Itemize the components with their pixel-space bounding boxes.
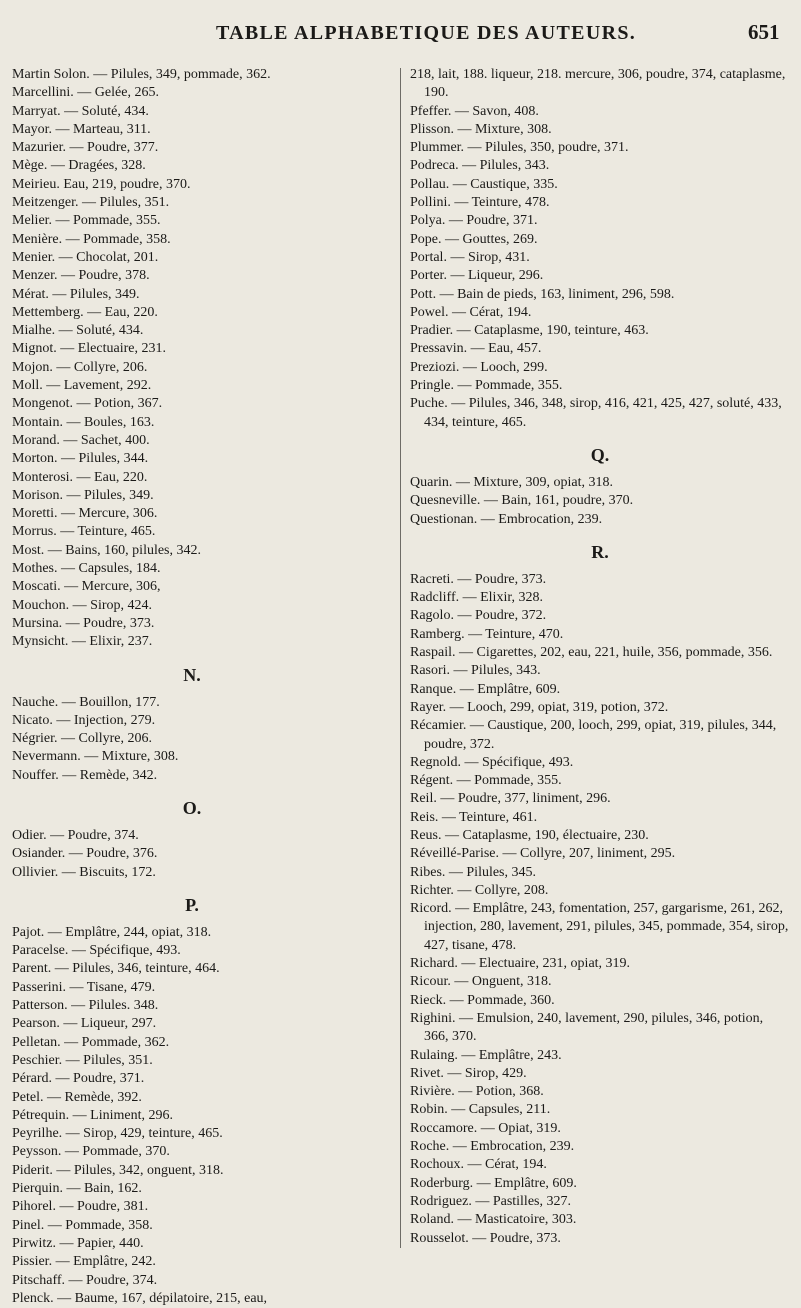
- index-entry: Pihorel. — Poudre, 381.: [12, 1199, 149, 1215]
- section-letter: O.: [182, 797, 202, 818]
- index-entry: Reus. — Cataplasme, 190, électuaire, 230.: [410, 827, 649, 843]
- index-entry: Ramberg. — Teinture, 470.: [410, 626, 564, 642]
- index-entry: Meirieu. Eau, 219, poudre, 370.: [12, 176, 191, 192]
- index-entry: Moscati. — Mercure, 306,: [12, 579, 161, 595]
- index-entry: Récamier. — Caustique, 200, looch, 299, opiat, 319, pilules, 344, poudre, 372.: [410, 718, 777, 752]
- index-entry: Piderit. — Pilules, 342, onguent, 318.: [12, 1162, 224, 1178]
- index-entry: Négrier. — Collyre, 206.: [12, 731, 152, 747]
- index-entry: Mojon. — Collyre, 206.: [12, 359, 148, 375]
- index-entry: Mouchon. — Sirop, 424.: [12, 597, 152, 613]
- section-letter: R.: [591, 541, 609, 562]
- index-entry: Most. — Bains, 160, pilules, 342.: [12, 542, 202, 558]
- index-entry: Mursina. — Poudre, 373.: [12, 615, 155, 631]
- index-entry: Polya. — Poudre, 371.: [410, 213, 538, 229]
- index-entry: Podreca. — Pilules, 343.: [410, 158, 550, 174]
- index-entry: Menzer. — Poudre, 378.: [12, 268, 150, 284]
- left-column: [12, 66, 392, 1308]
- right-column: [410, 66, 790, 1248]
- section-letter: N.: [183, 664, 201, 685]
- index-entry: Meitzenger. — Pilules, 351.: [12, 195, 170, 211]
- index-entry: Pott. — Bain de pieds, 163, liniment, 296, 598.: [410, 286, 675, 302]
- index-entry: Pearson. — Liqueur, 297.: [12, 1016, 157, 1032]
- index-entry: Pinel. — Pommade, 358.: [12, 1217, 153, 1233]
- index-entry: Pajot. — Emplâtre, 244, opiat, 318.: [12, 924, 212, 940]
- index-entry: Rivière. — Potion, 368.: [410, 1084, 544, 1100]
- index-entry: Racreti. — Poudre, 373.: [410, 571, 547, 587]
- index-entry: Pierquin. — Bain, 162.: [12, 1181, 142, 1197]
- index-entry: Pradier. — Cataplasme, 190, teinture, 463.: [410, 323, 649, 339]
- index-entry: Montain. — Boules, 163.: [12, 414, 155, 430]
- index-entry: Quesneville. — Bain, 161, poudre, 370.: [410, 493, 634, 509]
- index-entry: Richter. — Collyre, 208.: [410, 882, 549, 898]
- index-entry: Ranque. — Emplâtre, 609.: [410, 681, 561, 697]
- index-entry: Mongenot. — Potion, 367.: [12, 396, 163, 412]
- index-entry: Richard. — Electuaire, 231, opiat, 319.: [410, 956, 631, 972]
- index-entry: Menière. — Pommade, 358.: [12, 231, 171, 247]
- index-entry: Plisson. — Mixture, 308.: [410, 121, 552, 137]
- index-entry: Osiander. — Poudre, 376.: [12, 846, 158, 862]
- index-entry: 218, lait, 188. liqueur, 218. mercure, 306, poudre, 374, cataplasme, 190.: [410, 67, 786, 101]
- page-header: [0, 18, 801, 58]
- index-entry: Morrus. — Teinture, 465.: [12, 524, 156, 540]
- index-entry: Rulaing. — Emplâtre, 243.: [410, 1047, 562, 1063]
- index-entry: Morison. — Pilules, 349.: [12, 487, 154, 503]
- index-entry: Moll. — Lavement, 292.: [12, 378, 152, 394]
- index-entry: Peschier. — Pilules, 351.: [12, 1052, 153, 1068]
- index-entry: Mettemberg. — Eau, 220.: [12, 304, 158, 320]
- index-entry: Rochoux. — Cérat, 194.: [410, 1157, 547, 1173]
- index-entry: Rieck. — Pommade, 360.: [410, 992, 555, 1008]
- index-entry: Pissier. — Emplâtre, 242.: [12, 1254, 156, 1270]
- index-entry: Mothes. — Capsules, 184.: [12, 561, 161, 577]
- index-entry: Pirwitz. — Papier, 440.: [12, 1235, 144, 1251]
- index-entry: Nauche. — Bouillon, 177.: [12, 694, 160, 710]
- index-entry: Nicato. — Injection, 279.: [12, 712, 156, 728]
- index-entry: Robin. — Capsules, 211.: [410, 1102, 551, 1118]
- index-entry: Nouffer. — Remède, 342.: [12, 767, 158, 783]
- index-entry: Mège. — Dragées, 328.: [12, 158, 146, 174]
- index-entry: Passerini. — Tisane, 479.: [12, 979, 156, 995]
- index-entry: Nevermann. — Mixture, 308.: [12, 749, 179, 765]
- index-entry: Odier. — Poudre, 374.: [12, 827, 139, 843]
- index-entry: Patterson. — Pilules. 348.: [12, 998, 159, 1014]
- index-entry: Ragolo. — Poudre, 372.: [410, 608, 547, 624]
- index-entry: Parent. — Pilules, 346, teinture, 464.: [12, 961, 220, 977]
- index-entry: Martin Solon. — Pilules, 349, pommade, 362.: [12, 67, 271, 82]
- index-entry: Mayor. — Marteau, 311.: [12, 121, 151, 137]
- index-entry: Mérat. — Pilules, 349.: [12, 286, 140, 302]
- index-entry: Paracelse. — Spécifique, 493.: [12, 943, 181, 959]
- index-entry: Rivet. — Sirop, 429.: [410, 1065, 527, 1081]
- index-entry: Mialhe. — Soluté, 434.: [12, 323, 144, 339]
- index-entry: Porter. — Liqueur, 296.: [410, 268, 544, 284]
- index-entry: Roland. — Masticatoire, 303.: [410, 1212, 577, 1228]
- index-entry: Radcliff. — Elixir, 328.: [410, 590, 543, 606]
- index-entry: Regnold. — Spécifique, 493.: [410, 754, 574, 770]
- index-entry: Pétrequin. — Liniment, 296.: [12, 1107, 173, 1123]
- index-entry: Righini. — Emulsion, 240, lavement, 290, pilules, 346, potion, 366, 370.: [410, 1010, 764, 1045]
- index-entry: Rodriguez. — Pastilles, 327.: [410, 1193, 571, 1209]
- index-entry: Pfeffer. — Savon, 408.: [410, 103, 539, 119]
- index-entry: Roche. — Embrocation, 239.: [410, 1139, 575, 1155]
- index-entry: Roderburg. — Emplâtre, 609.: [410, 1175, 577, 1191]
- index-entry: Plenck. — Baume, 167, dépilatoire, 215, eau,: [12, 1290, 268, 1306]
- index-entry: Rousselot. — Poudre, 373.: [410, 1230, 561, 1246]
- index-entry: Mignot. — Electuaire, 231.: [12, 341, 166, 357]
- index-entry: Marcellini. — Gelée, 265.: [12, 85, 159, 101]
- index-entry: Preziozi. — Looch, 299.: [410, 359, 548, 375]
- index-entry: Plummer. — Pilules, 350, poudre, 371.: [410, 140, 629, 156]
- section-letter: P.: [185, 894, 199, 915]
- index-entry: Quarin. — Mixture, 309, opiat, 318.: [410, 474, 613, 490]
- index-entry: Ricord. — Emplâtre, 243, fomentation, 257, gargarisme, 261, 262, injection, 280, lavement, 291, pilules, 345, pommade, 354, sirop, 427, tisane, 478.: [410, 901, 789, 953]
- index-entry: Puche. — Pilules, 346, 348, sirop, 416, 421, 425, 427, soluté, 433, 434, teinture, 465.: [410, 396, 782, 430]
- index-entry: Peyrilhe. — Sirop, 429, teinture, 465.: [12, 1126, 223, 1142]
- index-entry: Moretti. — Mercure, 306.: [12, 506, 158, 522]
- column-divider: [400, 68, 401, 1248]
- index-entry: Reil. — Poudre, 377, liniment, 296.: [410, 791, 611, 807]
- index-entry: Menier. — Chocolat, 201.: [12, 249, 159, 265]
- index-entry: Rasori. — Pilules, 343.: [410, 663, 541, 679]
- index-entry: Réveillé-Parise. — Collyre, 207, liniment, 295.: [410, 846, 676, 862]
- index-entry: Monterosi. — Eau, 220.: [12, 469, 148, 485]
- index-entry: Peysson. — Pommade, 370.: [12, 1144, 170, 1160]
- index-entry: Raspail. — Cigarettes, 202, eau, 221, huile, 356, pommade, 356.: [410, 645, 773, 661]
- index-entry: Pope. — Gouttes, 269.: [410, 231, 538, 247]
- index-entry: Questionan. — Embrocation, 239.: [410, 511, 603, 527]
- index-entry: Pitschaff. — Poudre, 374.: [12, 1272, 158, 1288]
- index-entry: Morton. — Pilules, 344.: [12, 451, 149, 467]
- index-entry: Pollini. — Teinture, 478.: [410, 195, 550, 211]
- index-entry: Roccamore. — Opiat, 319.: [410, 1120, 561, 1136]
- index-entry: Mynsicht. — Elixir, 237.: [12, 634, 153, 650]
- index-entry: Reis. — Teinture, 461.: [410, 809, 538, 825]
- index-entry: Marryat. — Soluté, 434.: [12, 103, 149, 119]
- index-entry: Régent. — Pommade, 355.: [410, 773, 562, 789]
- index-entry: Pelletan. — Pommade, 362.: [12, 1034, 170, 1050]
- index-entry: Pressavin. — Eau, 457.: [410, 341, 542, 357]
- index-entry: Morand. — Sachet, 400.: [12, 432, 150, 448]
- index-entry: Ricour. — Onguent, 318.: [410, 974, 552, 990]
- index-entry: Mazurier. — Poudre, 377.: [12, 140, 159, 156]
- index-entry: Pringle. — Pommade, 355.: [410, 378, 563, 394]
- index-entry: Petel. — Remède, 392.: [12, 1089, 142, 1105]
- index-entry: Ribes. — Pilules, 345.: [410, 864, 537, 880]
- section-letter: Q.: [590, 444, 610, 465]
- index-entry: Portal. — Sirop, 431.: [410, 249, 530, 265]
- index-entry: Pollau. — Caustique, 335.: [410, 176, 558, 192]
- page-number: 651: [748, 20, 780, 44]
- index-entry: Ollivier. — Biscuits, 172.: [12, 864, 156, 880]
- index-entry: Melier. — Pommade, 355.: [12, 213, 161, 229]
- running-title: TABLE ALPHABETIQUE DES AUTEURS.: [216, 22, 637, 44]
- index-entry: Powel. — Cérat, 194.: [410, 304, 532, 320]
- index-entry: Rayer. — Looch, 299, opiat, 319, potion, 372.: [410, 699, 669, 715]
- index-entry: Pérard. — Poudre, 371.: [12, 1071, 145, 1087]
